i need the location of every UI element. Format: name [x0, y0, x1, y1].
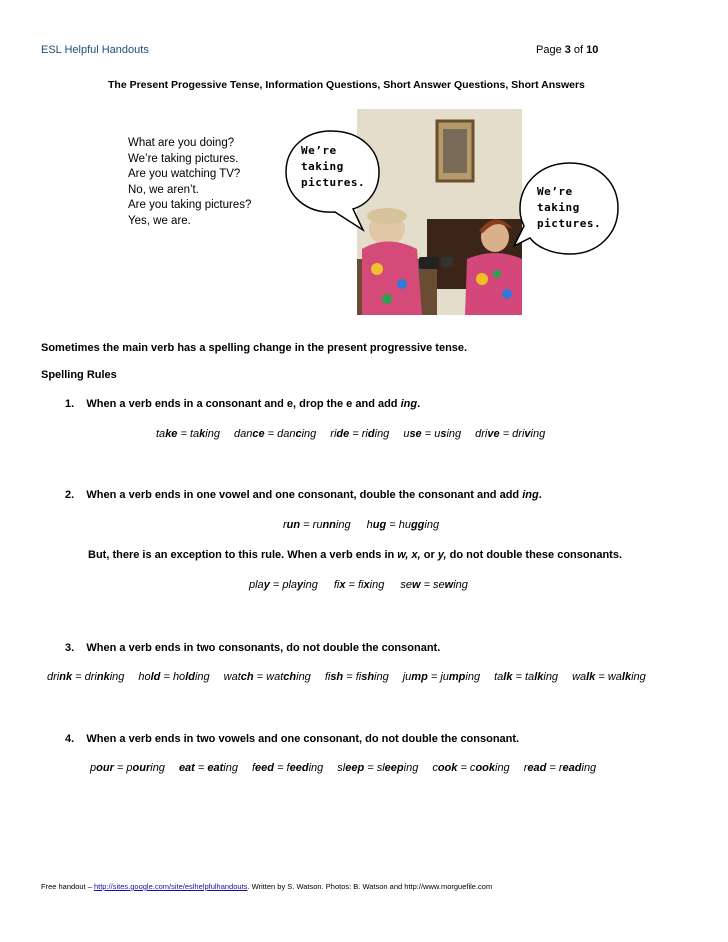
- rule-2: [65, 489, 542, 501]
- dialogue-line: Are you watching TV?: [128, 168, 241, 180]
- example-bold-part: w: [411, 579, 421, 591]
- example-bold-part: un: [286, 519, 301, 531]
- examples-rule-3: [47, 671, 660, 683]
- example-bold-part: ke: [165, 428, 178, 440]
- rule-text: When a verb ends in two vowels and one consonant, do not double the consonant.: [86, 733, 520, 745]
- page-prefix: Page: [536, 44, 565, 56]
- example-bold-part: ug: [372, 519, 387, 531]
- example-pair: [156, 428, 220, 440]
- example-part: ri: [330, 428, 337, 440]
- bubble-left-line: pictures.: [301, 176, 366, 189]
- example-part: = fi: [343, 671, 362, 683]
- example-part: = se: [420, 579, 445, 591]
- example-bold-part: ld: [150, 671, 161, 683]
- example-bold-part: ve: [487, 428, 500, 440]
- example-pair: [283, 519, 351, 531]
- example-bold-part: eat: [178, 762, 195, 774]
- example-bold-part: eat: [207, 762, 224, 774]
- example-part: ta: [494, 671, 504, 683]
- footer: [41, 882, 492, 891]
- example-bold-part: sh: [361, 671, 375, 683]
- example-pair: [249, 579, 318, 591]
- example-part: ing: [374, 671, 389, 683]
- example-pair: [138, 671, 209, 683]
- example-part: = hu: [386, 519, 411, 531]
- example-part: dri: [475, 428, 488, 440]
- example-part: ing: [369, 579, 385, 591]
- example-part: c: [432, 762, 438, 774]
- page-total: 10: [586, 44, 599, 56]
- example-part: fi: [324, 671, 331, 683]
- rule-4: [65, 733, 519, 745]
- example-bold-part: d: [367, 428, 375, 440]
- exception-b: or: [420, 549, 438, 561]
- example-part: ing: [194, 671, 210, 683]
- rule-end: .: [417, 398, 421, 410]
- example-part: ing: [109, 671, 125, 683]
- example-bold-part: w: [444, 579, 454, 591]
- example-part: = wa: [595, 671, 622, 683]
- rule-italic: ing: [400, 398, 418, 410]
- example-bold-part: ook: [475, 762, 495, 774]
- example-part: ing: [308, 762, 324, 774]
- page-mid: of: [570, 44, 587, 56]
- exception-a: But, there is an exception to this rule. When a verb ends in: [88, 549, 398, 561]
- examples-rule-1: [156, 428, 559, 440]
- example-pair: [400, 579, 468, 591]
- example-bold-part: ch: [283, 671, 297, 683]
- example-bold-part: ead: [562, 762, 582, 774]
- example-pair: [475, 428, 545, 440]
- intro-sentence: Sometimes the main verb has a spelling change in the present progressive tense.: [41, 342, 468, 354]
- example-part: dan: [233, 428, 253, 440]
- example-part: = c: [457, 762, 476, 774]
- example-bold-part: sh: [330, 671, 344, 683]
- example-bold-part: x: [363, 579, 370, 591]
- example-part: r: [283, 519, 287, 531]
- example-pair: [47, 671, 124, 683]
- example-part: ing: [631, 671, 646, 683]
- example-pair: [367, 519, 440, 531]
- examples-rule-2: [283, 519, 455, 531]
- bubble-right-line: pictures.: [537, 217, 602, 230]
- example-part: r: [523, 762, 528, 774]
- rule-text: When a verb ends in a consonant and e, drop the e and add: [86, 398, 401, 410]
- example-part: ing: [301, 428, 317, 440]
- example-part: = u: [421, 428, 441, 440]
- page-indicator: [536, 44, 598, 56]
- rule-3: [65, 642, 440, 654]
- footer-credits: . Written by S. Watson. Photos: B. Watson and http://www.morguefile.com: [247, 882, 493, 891]
- example-part: = dri: [499, 428, 525, 440]
- example-part: ing: [530, 428, 546, 440]
- example-bold-part: nk: [96, 671, 110, 683]
- example-bold-part: y: [263, 579, 270, 591]
- example-part: ing: [296, 671, 311, 683]
- page-number: 3: [564, 44, 571, 56]
- example-part: = ta: [177, 428, 200, 440]
- example-bold-part: eep: [384, 762, 404, 774]
- handout-series-title: ESL Helpful Handouts: [41, 44, 149, 56]
- example-part: = fi: [345, 579, 364, 591]
- example-part: wat: [223, 671, 241, 683]
- example-part: ing: [205, 428, 220, 440]
- example-bold-part: nn: [322, 519, 336, 531]
- example-part: pla: [249, 579, 264, 591]
- example-pair: [330, 428, 389, 440]
- example-pair: [403, 428, 461, 440]
- example-part: ing: [453, 579, 468, 591]
- bubble-right-text: [537, 184, 601, 232]
- examples-rule-4: [90, 762, 610, 774]
- bubble-left-line: We’re: [301, 144, 337, 157]
- example-part: = p: [113, 762, 133, 774]
- rule-number: 3.: [65, 642, 75, 654]
- example-bold-part: c: [295, 428, 302, 440]
- rule-text: When a verb ends in one vowel and one consonant, double the consonant and add: [86, 489, 523, 501]
- rule-1: [65, 398, 420, 410]
- example-pair: [432, 762, 509, 774]
- example-part: = dri: [72, 671, 97, 683]
- example-part: ing: [303, 579, 318, 591]
- example-part: ing: [335, 519, 351, 531]
- exception-italic-2: y,: [437, 549, 447, 561]
- example-bold-part: lk: [586, 671, 596, 683]
- page-title: The Present Progessive Tense, Information Questions, Short Answer Questions, Short Answers: [108, 79, 585, 91]
- rule-number: 1.: [65, 398, 75, 410]
- dialogue-line: Yes, we are.: [128, 214, 191, 227]
- rule-2-exception: [88, 549, 622, 561]
- example-pair: [524, 762, 597, 774]
- example-part: ing: [374, 428, 390, 440]
- rule-italic: ing: [522, 489, 539, 501]
- example-part: ing: [424, 519, 440, 531]
- spelling-rules-heading: Spelling Rules: [41, 369, 117, 381]
- example-part: h: [366, 519, 373, 531]
- example-pair: [179, 762, 238, 774]
- rule-text: When a verb ends in two consonants, do not double the consonant.: [86, 642, 441, 654]
- dialogue-line: No, we aren’t.: [128, 183, 199, 196]
- example-bold-part: nk: [59, 671, 73, 683]
- dialogue-line: What are you doing?: [128, 137, 235, 149]
- example-part: = ru: [300, 519, 323, 531]
- example-bold-part: ch: [240, 671, 254, 683]
- example-pair: [334, 579, 384, 591]
- example-part: = ho: [160, 671, 186, 683]
- example-part: fi: [333, 579, 340, 591]
- example-part: = ta: [512, 671, 535, 683]
- dialogue: [128, 136, 251, 229]
- example-part: ta: [156, 428, 166, 440]
- example-part: u: [403, 428, 410, 440]
- example-part: ing: [465, 671, 481, 683]
- example-part: = dan: [264, 428, 296, 440]
- example-bold-part: ook: [437, 762, 458, 774]
- example-bold-part: de: [336, 428, 350, 440]
- bubble-left-line: taking: [301, 160, 344, 173]
- example-bold-part: lk: [534, 671, 544, 683]
- example-part: p: [90, 762, 97, 774]
- example-part: wa: [572, 671, 587, 683]
- example-bold-part: mp: [448, 671, 466, 683]
- example-bold-part: our: [96, 762, 114, 774]
- dialogue-line: Are you taking pictures?: [128, 199, 252, 211]
- example-bold-part: v: [524, 428, 531, 440]
- bubble-left-text: [301, 143, 365, 191]
- example-pair: [337, 762, 418, 774]
- example-part: = ju: [427, 671, 449, 683]
- example-bold-part: k: [199, 428, 206, 440]
- rule-number: 4.: [65, 733, 75, 745]
- example-bold-part: mp: [411, 671, 428, 683]
- example-part: = sl: [364, 762, 385, 774]
- example-part: =: [194, 762, 208, 774]
- example-part: se: [400, 579, 412, 591]
- example-part: ing: [223, 762, 238, 774]
- bubble-right-line: We’re: [537, 185, 573, 198]
- example-bold-part: lk: [621, 671, 632, 683]
- example-bold-part: lk: [503, 671, 513, 683]
- example-part: ju: [402, 671, 412, 683]
- examples-rule-2-exception: [249, 579, 484, 591]
- example-bold-part: gg: [410, 519, 425, 531]
- example-part: ing: [150, 762, 165, 774]
- example-part: f: [251, 762, 256, 774]
- example-part: = f: [274, 762, 290, 774]
- example-pair: [252, 762, 323, 774]
- example-bold-part: ce: [252, 428, 265, 440]
- example-bold-part: y: [297, 579, 304, 591]
- dialogue-line: We’re taking pictures.: [128, 152, 239, 165]
- example-pair: [494, 671, 558, 683]
- example-bold-part: eep: [345, 762, 365, 774]
- example-bold-part: s: [440, 428, 447, 440]
- example-part: ing: [403, 762, 419, 774]
- example-pair: [234, 428, 316, 440]
- example-bold-part: ead: [527, 762, 547, 774]
- example-bold-part: eed: [255, 762, 275, 774]
- example-pair: [403, 671, 480, 683]
- example-bold-part: our: [132, 762, 151, 774]
- example-part: dri: [47, 671, 60, 683]
- footer-link[interactable]: http://sites.google.com/site/eslhelpfulhandouts: [93, 882, 248, 891]
- example-bold-part: x: [339, 579, 346, 591]
- example-part: ing: [446, 428, 462, 440]
- example-pair: [224, 671, 311, 683]
- example-bold-part: se: [409, 428, 422, 440]
- example-part: = pla: [269, 579, 298, 591]
- example-part: = ri: [349, 428, 368, 440]
- exception-c: do not double these consonants.: [446, 549, 623, 561]
- example-pair: [90, 762, 165, 774]
- bubble-right-line: taking: [537, 201, 580, 214]
- rule-number: 2.: [65, 489, 75, 501]
- example-part: ing: [581, 762, 597, 774]
- rule-end: .: [538, 489, 542, 501]
- example-part: = wat: [253, 671, 284, 683]
- exception-italic: w, x,: [397, 549, 421, 561]
- example-part: ing: [495, 762, 510, 774]
- example-part: = r: [546, 762, 563, 774]
- footer-prefix: Free handout –: [41, 882, 94, 891]
- example-part: ing: [543, 671, 559, 683]
- example-pair: [572, 671, 646, 683]
- example-pair: [325, 671, 389, 683]
- example-part: sl: [337, 762, 346, 774]
- example-bold-part: eed: [289, 762, 309, 774]
- example-part: ho: [138, 671, 151, 683]
- example-bold-part: ld: [185, 671, 195, 683]
